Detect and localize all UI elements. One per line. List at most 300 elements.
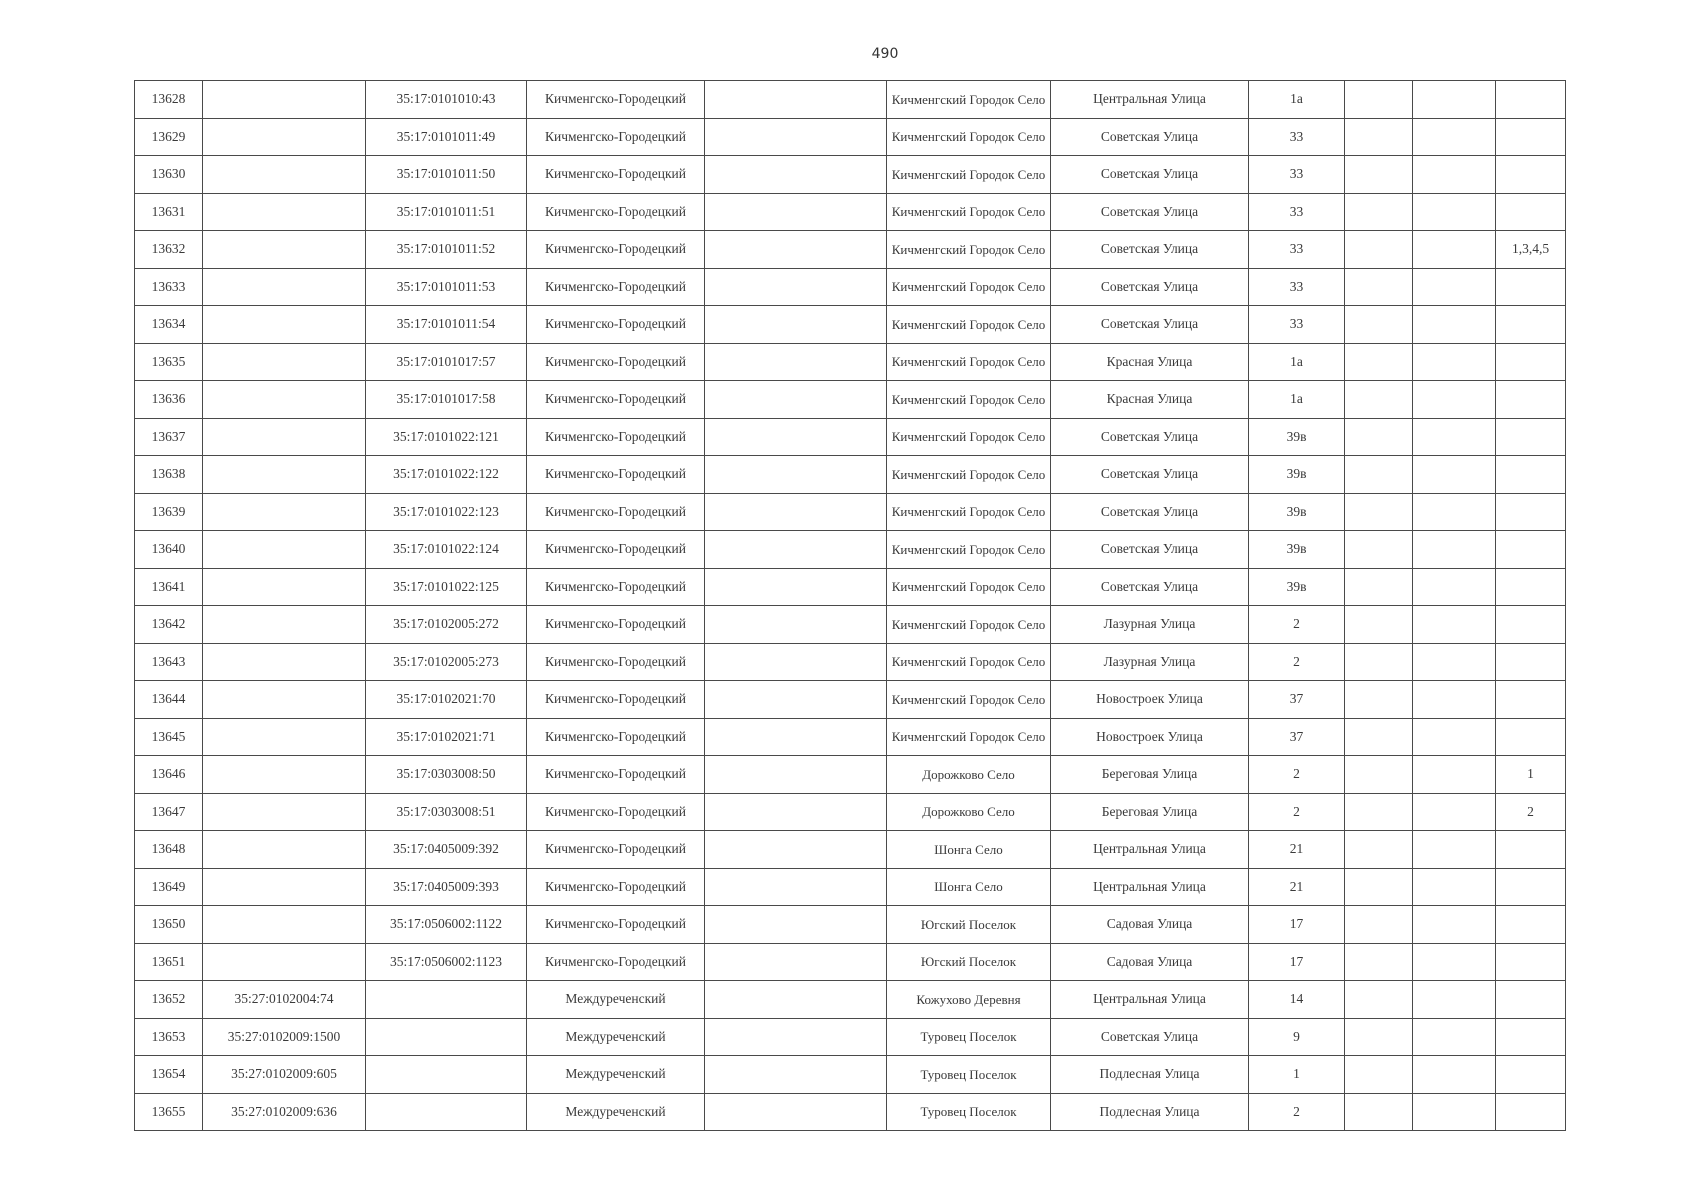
extra-column-1-cell: [1345, 606, 1413, 644]
district-cell: Междуреченский: [527, 1093, 705, 1131]
street-cell: Красная Улица: [1051, 381, 1249, 419]
record-number-cell: 13634: [135, 306, 203, 344]
cadastral-number-b-cell: 35:17:0303008:51: [366, 793, 527, 831]
house-number-cell: 1: [1249, 1056, 1345, 1094]
cadastral-number-b-cell: 35:17:0101011:54: [366, 306, 527, 344]
cadastral-number-b-cell: 35:17:0506002:1123: [366, 943, 527, 981]
district-cell: Кичменгско-Городецкий: [527, 118, 705, 156]
cadastral-number-b-cell: 35:17:0101010:43: [366, 81, 527, 119]
table-row: [135, 268, 1566, 306]
district-cell: Кичменгско-Городецкий: [527, 268, 705, 306]
extra-column-1-cell: [1345, 531, 1413, 569]
apartments-cell: [1496, 1056, 1566, 1094]
table-row: [135, 418, 1566, 456]
empty-column-cell: [705, 981, 887, 1019]
apartments-cell: [1496, 493, 1566, 531]
cadastral-number-b-cell: 35:17:0101017:57: [366, 343, 527, 381]
apartments-cell: [1496, 1093, 1566, 1131]
extra-column-2-cell: [1413, 1056, 1496, 1094]
extra-column-2-cell: [1413, 231, 1496, 269]
street-cell: Советская Улица: [1051, 418, 1249, 456]
extra-column-1-cell: [1345, 493, 1413, 531]
apartments-cell: [1496, 981, 1566, 1019]
street-cell: Центральная Улица: [1051, 831, 1249, 869]
empty-column-cell: [705, 306, 887, 344]
empty-column-cell: [705, 1093, 887, 1131]
street-cell: Садовая Улица: [1051, 943, 1249, 981]
cadastral-number-b-cell: 35:17:0101022:124: [366, 531, 527, 569]
extra-column-2-cell: [1413, 193, 1496, 231]
apartments-cell: [1496, 193, 1566, 231]
empty-column-cell: [705, 381, 887, 419]
district-cell: Кичменгско-Городецкий: [527, 531, 705, 569]
extra-column-2-cell: [1413, 793, 1496, 831]
table-row: [135, 493, 1566, 531]
extra-column-2-cell: [1413, 756, 1496, 794]
apartments-cell: [1496, 81, 1566, 119]
record-number-cell: 13642: [135, 606, 203, 644]
record-number-cell: 13645: [135, 718, 203, 756]
table-row: [135, 1093, 1566, 1131]
district-cell: Кичменгско-Городецкий: [527, 381, 705, 419]
apartments-cell: [1496, 118, 1566, 156]
district-cell: Кичменгско-Городецкий: [527, 193, 705, 231]
table-row: [135, 343, 1566, 381]
extra-column-1-cell: [1345, 718, 1413, 756]
extra-column-2-cell: [1413, 418, 1496, 456]
table-row: [135, 456, 1566, 494]
empty-column-cell: [705, 906, 887, 944]
extra-column-1-cell: [1345, 306, 1413, 344]
street-cell: Советская Улица: [1051, 493, 1249, 531]
empty-column-cell: [705, 531, 887, 569]
house-number-cell: 39в: [1249, 493, 1345, 531]
cadastral-number-a-cell: 35:27:0102009:605: [203, 1056, 366, 1094]
cadastral-number-a-cell: [203, 493, 366, 531]
extra-column-1-cell: [1345, 418, 1413, 456]
apartments-cell: [1496, 268, 1566, 306]
record-number-cell: 13633: [135, 268, 203, 306]
record-number-cell: 13640: [135, 531, 203, 569]
extra-column-1-cell: [1345, 793, 1413, 831]
street-cell: Советская Улица: [1051, 118, 1249, 156]
record-number-cell: 13643: [135, 643, 203, 681]
house-number-cell: 17: [1249, 943, 1345, 981]
record-number-cell: 13637: [135, 418, 203, 456]
cadastral-number-a-cell: [203, 418, 366, 456]
settlement-cell: Кичменгский Городок Село: [887, 81, 1051, 119]
extra-column-1-cell: [1345, 381, 1413, 419]
table-row: [135, 868, 1566, 906]
extra-column-1-cell: [1345, 156, 1413, 194]
cadastral-number-a-cell: [203, 193, 366, 231]
apartments-cell: [1496, 868, 1566, 906]
table-row: [135, 306, 1566, 344]
empty-column-cell: [705, 681, 887, 719]
settlement-cell: Югский Поселок: [887, 943, 1051, 981]
table-row: [135, 981, 1566, 1019]
apartments-cell: [1496, 343, 1566, 381]
cadastral-number-a-cell: [203, 156, 366, 194]
record-number-cell: 13631: [135, 193, 203, 231]
extra-column-2-cell: [1413, 906, 1496, 944]
house-number-cell: 14: [1249, 981, 1345, 1019]
settlement-cell: Кичменгский Городок Село: [887, 681, 1051, 719]
apartments-cell: [1496, 1018, 1566, 1056]
extra-column-2-cell: [1413, 981, 1496, 1019]
cadastral-number-a-cell: [203, 306, 366, 344]
empty-column-cell: [705, 793, 887, 831]
extra-column-1-cell: [1345, 1093, 1413, 1131]
extra-column-2-cell: [1413, 156, 1496, 194]
district-cell: Кичменгско-Городецкий: [527, 231, 705, 269]
extra-column-2-cell: [1413, 1018, 1496, 1056]
empty-column-cell: [705, 268, 887, 306]
table-row: [135, 756, 1566, 794]
street-cell: Подлесная Улица: [1051, 1093, 1249, 1131]
district-cell: Кичменгско-Городецкий: [527, 868, 705, 906]
house-number-cell: 2: [1249, 793, 1345, 831]
settlement-cell: Кичменгский Городок Село: [887, 268, 1051, 306]
settlement-cell: Кичменгский Городок Село: [887, 418, 1051, 456]
extra-column-1-cell: [1345, 756, 1413, 794]
record-number-cell: 13636: [135, 381, 203, 419]
settlement-cell: Дорожково Село: [887, 793, 1051, 831]
extra-column-1-cell: [1345, 643, 1413, 681]
settlement-cell: Кичменгский Городок Село: [887, 156, 1051, 194]
cadastral-number-b-cell: 35:17:0101011:52: [366, 231, 527, 269]
district-cell: Кичменгско-Городецкий: [527, 156, 705, 194]
cadastral-number-b-cell: 35:17:0303008:50: [366, 756, 527, 794]
table-row: [135, 681, 1566, 719]
settlement-cell: Кичменгский Городок Село: [887, 643, 1051, 681]
district-cell: Кичменгско-Городецкий: [527, 943, 705, 981]
settlement-cell: Дорожково Село: [887, 756, 1051, 794]
cadastral-number-b-cell: 35:17:0101011:53: [366, 268, 527, 306]
apartments-cell: [1496, 306, 1566, 344]
record-number-cell: 13628: [135, 81, 203, 119]
table-row: [135, 231, 1566, 269]
settlement-cell: Кичменгский Городок Село: [887, 606, 1051, 644]
empty-column-cell: [705, 156, 887, 194]
cadastral-number-b-cell: [366, 1093, 527, 1131]
house-number-cell: 17: [1249, 906, 1345, 944]
street-cell: Лазурная Улица: [1051, 606, 1249, 644]
house-number-cell: 33: [1249, 193, 1345, 231]
house-number-cell: 9: [1249, 1018, 1345, 1056]
empty-column-cell: [705, 193, 887, 231]
extra-column-2-cell: [1413, 568, 1496, 606]
house-number-cell: 1а: [1249, 381, 1345, 419]
record-number-cell: 13654: [135, 1056, 203, 1094]
cadastral-number-b-cell: 35:17:0101022:121: [366, 418, 527, 456]
extra-column-1-cell: [1345, 268, 1413, 306]
table-row: [135, 643, 1566, 681]
empty-column-cell: [705, 831, 887, 869]
settlement-cell: Кожухово Деревня: [887, 981, 1051, 1019]
cadastral-number-a-cell: [203, 381, 366, 419]
extra-column-1-cell: [1345, 193, 1413, 231]
record-number-cell: 13653: [135, 1018, 203, 1056]
table-row: [135, 1056, 1566, 1094]
house-number-cell: 2: [1249, 643, 1345, 681]
extra-column-1-cell: [1345, 456, 1413, 494]
extra-column-1-cell: [1345, 981, 1413, 1019]
district-cell: Кичменгско-Городецкий: [527, 718, 705, 756]
house-number-cell: 37: [1249, 718, 1345, 756]
record-number-cell: 13646: [135, 756, 203, 794]
street-cell: Советская Улица: [1051, 156, 1249, 194]
apartments-cell: [1496, 606, 1566, 644]
table-body: [135, 81, 1566, 1131]
extra-column-1-cell: [1345, 118, 1413, 156]
empty-column-cell: [705, 1056, 887, 1094]
street-cell: Новостроек Улица: [1051, 681, 1249, 719]
house-number-cell: 39в: [1249, 568, 1345, 606]
table-row: [135, 793, 1566, 831]
street-cell: Советская Улица: [1051, 568, 1249, 606]
cadastral-number-a-cell: [203, 606, 366, 644]
district-cell: Кичменгско-Городецкий: [527, 493, 705, 531]
house-number-cell: 39в: [1249, 531, 1345, 569]
cadastral-number-b-cell: 35:17:0101022:125: [366, 568, 527, 606]
extra-column-2-cell: [1413, 606, 1496, 644]
empty-column-cell: [705, 756, 887, 794]
house-number-cell: 37: [1249, 681, 1345, 719]
settlement-cell: Туровец Поселок: [887, 1093, 1051, 1131]
street-cell: Центральная Улица: [1051, 868, 1249, 906]
district-cell: Кичменгско-Городецкий: [527, 681, 705, 719]
extra-column-1-cell: [1345, 343, 1413, 381]
record-number-cell: 13649: [135, 868, 203, 906]
district-cell: Междуреченский: [527, 1056, 705, 1094]
district-cell: Кичменгско-Городецкий: [527, 643, 705, 681]
extra-column-2-cell: [1413, 493, 1496, 531]
house-number-cell: 1а: [1249, 81, 1345, 119]
cadastral-number-b-cell: 35:17:0101011:51: [366, 193, 527, 231]
extra-column-1-cell: [1345, 231, 1413, 269]
cadastral-number-b-cell: 35:17:0102005:272: [366, 606, 527, 644]
cadastral-number-b-cell: 35:17:0506002:1122: [366, 906, 527, 944]
extra-column-1-cell: [1345, 681, 1413, 719]
district-cell: Кичменгско-Городецкий: [527, 568, 705, 606]
street-cell: Подлесная Улица: [1051, 1056, 1249, 1094]
extra-column-2-cell: [1413, 456, 1496, 494]
district-cell: Кичменгско-Городецкий: [527, 793, 705, 831]
settlement-cell: Югский Поселок: [887, 906, 1051, 944]
apartments-cell: 1,3,4,5: [1496, 231, 1566, 269]
cadastral-number-b-cell: 35:17:0405009:393: [366, 868, 527, 906]
street-cell: Советская Улица: [1051, 268, 1249, 306]
settlement-cell: Шонга Село: [887, 831, 1051, 869]
street-cell: Красная Улица: [1051, 343, 1249, 381]
street-cell: Центральная Улица: [1051, 981, 1249, 1019]
house-number-cell: 1а: [1249, 343, 1345, 381]
settlement-cell: Кичменгский Городок Село: [887, 718, 1051, 756]
extra-column-1-cell: [1345, 1018, 1413, 1056]
record-number-cell: 13638: [135, 456, 203, 494]
cadastral-number-a-cell: [203, 568, 366, 606]
apartments-cell: [1496, 906, 1566, 944]
registry-table: [134, 80, 1566, 1131]
street-cell: Советская Улица: [1051, 531, 1249, 569]
house-number-cell: 33: [1249, 118, 1345, 156]
record-number-cell: 13635: [135, 343, 203, 381]
extra-column-2-cell: [1413, 81, 1496, 119]
empty-column-cell: [705, 231, 887, 269]
extra-column-2-cell: [1413, 531, 1496, 569]
apartments-cell: 2: [1496, 793, 1566, 831]
extra-column-1-cell: [1345, 568, 1413, 606]
table-row: [135, 118, 1566, 156]
empty-column-cell: [705, 868, 887, 906]
street-cell: Советская Улица: [1051, 1018, 1249, 1056]
cadastral-number-b-cell: 35:17:0102021:71: [366, 718, 527, 756]
house-number-cell: 33: [1249, 156, 1345, 194]
empty-column-cell: [705, 1018, 887, 1056]
extra-column-2-cell: [1413, 943, 1496, 981]
cadastral-number-b-cell: [366, 1018, 527, 1056]
street-cell: Советская Улица: [1051, 231, 1249, 269]
table-row: [135, 606, 1566, 644]
cadastral-number-b-cell: [366, 981, 527, 1019]
cadastral-number-a-cell: [203, 906, 366, 944]
cadastral-number-b-cell: 35:17:0101011:50: [366, 156, 527, 194]
settlement-cell: Кичменгский Городок Село: [887, 568, 1051, 606]
empty-column-cell: [705, 643, 887, 681]
table-row: [135, 381, 1566, 419]
extra-column-1-cell: [1345, 906, 1413, 944]
extra-column-2-cell: [1413, 381, 1496, 419]
district-cell: Междуреченский: [527, 1018, 705, 1056]
empty-column-cell: [705, 418, 887, 456]
table-row: [135, 156, 1566, 194]
extra-column-2-cell: [1413, 868, 1496, 906]
extra-column-2-cell: [1413, 681, 1496, 719]
cadastral-number-a-cell: [203, 531, 366, 569]
apartments-cell: [1496, 531, 1566, 569]
settlement-cell: Кичменгский Городок Село: [887, 306, 1051, 344]
street-cell: Лазурная Улица: [1051, 643, 1249, 681]
apartments-cell: [1496, 718, 1566, 756]
table-row: [135, 193, 1566, 231]
house-number-cell: 33: [1249, 231, 1345, 269]
district-cell: Кичменгско-Городецкий: [527, 906, 705, 944]
cadastral-number-b-cell: [366, 1056, 527, 1094]
extra-column-1-cell: [1345, 868, 1413, 906]
cadastral-number-a-cell: [203, 718, 366, 756]
cadastral-number-b-cell: 35:17:0102005:273: [366, 643, 527, 681]
house-number-cell: 33: [1249, 268, 1345, 306]
house-number-cell: 21: [1249, 831, 1345, 869]
house-number-cell: 39в: [1249, 418, 1345, 456]
street-cell: Садовая Улица: [1051, 906, 1249, 944]
record-number-cell: 13641: [135, 568, 203, 606]
record-number-cell: 13632: [135, 231, 203, 269]
apartments-cell: [1496, 156, 1566, 194]
house-number-cell: 33: [1249, 306, 1345, 344]
settlement-cell: Кичменгский Городок Село: [887, 381, 1051, 419]
extra-column-1-cell: [1345, 1056, 1413, 1094]
cadastral-number-a-cell: [203, 268, 366, 306]
cadastral-number-b-cell: 35:17:0101022:122: [366, 456, 527, 494]
apartments-cell: [1496, 568, 1566, 606]
cadastral-number-b-cell: 35:17:0102021:70: [366, 681, 527, 719]
cadastral-number-b-cell: 35:17:0405009:392: [366, 831, 527, 869]
table-row: [135, 906, 1566, 944]
table-row: [135, 831, 1566, 869]
cadastral-number-b-cell: 35:17:0101011:49: [366, 118, 527, 156]
house-number-cell: 39в: [1249, 456, 1345, 494]
district-cell: Кичменгско-Городецкий: [527, 343, 705, 381]
record-number-cell: 13651: [135, 943, 203, 981]
record-number-cell: 13630: [135, 156, 203, 194]
settlement-cell: Кичменгский Городок Село: [887, 343, 1051, 381]
record-number-cell: 13655: [135, 1093, 203, 1131]
settlement-cell: Кичменгский Городок Село: [887, 193, 1051, 231]
apartments-cell: 1: [1496, 756, 1566, 794]
cadastral-number-a-cell: [203, 756, 366, 794]
apartments-cell: [1496, 831, 1566, 869]
extra-column-2-cell: [1413, 118, 1496, 156]
apartments-cell: [1496, 456, 1566, 494]
empty-column-cell: [705, 81, 887, 119]
cadastral-number-a-cell: 35:27:0102009:636: [203, 1093, 366, 1131]
record-number-cell: 13650: [135, 906, 203, 944]
street-cell: Новостроек Улица: [1051, 718, 1249, 756]
extra-column-2-cell: [1413, 306, 1496, 344]
street-cell: Береговая Улица: [1051, 793, 1249, 831]
record-number-cell: 13644: [135, 681, 203, 719]
house-number-cell: 2: [1249, 756, 1345, 794]
empty-column-cell: [705, 343, 887, 381]
page-number: 490: [871, 46, 899, 62]
cadastral-number-a-cell: [203, 456, 366, 494]
extra-column-2-cell: [1413, 343, 1496, 381]
table-row: [135, 81, 1566, 119]
cadastral-number-a-cell: [203, 831, 366, 869]
settlement-cell: Кичменгский Городок Село: [887, 493, 1051, 531]
district-cell: Кичменгско-Городецкий: [527, 831, 705, 869]
street-cell: Советская Улица: [1051, 456, 1249, 494]
settlement-cell: Туровец Поселок: [887, 1056, 1051, 1094]
record-number-cell: 13648: [135, 831, 203, 869]
record-number-cell: 13639: [135, 493, 203, 531]
house-number-cell: 21: [1249, 868, 1345, 906]
district-cell: Кичменгско-Городецкий: [527, 456, 705, 494]
street-cell: Советская Улица: [1051, 193, 1249, 231]
cadastral-number-a-cell: [203, 681, 366, 719]
district-cell: Кичменгско-Городецкий: [527, 306, 705, 344]
district-cell: Кичменгско-Городецкий: [527, 606, 705, 644]
record-number-cell: 13652: [135, 981, 203, 1019]
extra-column-1-cell: [1345, 831, 1413, 869]
settlement-cell: Шонга Село: [887, 868, 1051, 906]
settlement-cell: Кичменгский Городок Село: [887, 118, 1051, 156]
extra-column-2-cell: [1413, 831, 1496, 869]
settlement-cell: Кичменгский Городок Село: [887, 456, 1051, 494]
empty-column-cell: [705, 606, 887, 644]
extra-column-2-cell: [1413, 1093, 1496, 1131]
street-cell: Береговая Улица: [1051, 756, 1249, 794]
district-cell: Кичменгско-Городецкий: [527, 81, 705, 119]
cadastral-number-a-cell: 35:27:0102004:74: [203, 981, 366, 1019]
cadastral-number-a-cell: 35:27:0102009:1500: [203, 1018, 366, 1056]
empty-column-cell: [705, 456, 887, 494]
cadastral-number-a-cell: [203, 793, 366, 831]
apartments-cell: [1496, 643, 1566, 681]
empty-column-cell: [705, 718, 887, 756]
